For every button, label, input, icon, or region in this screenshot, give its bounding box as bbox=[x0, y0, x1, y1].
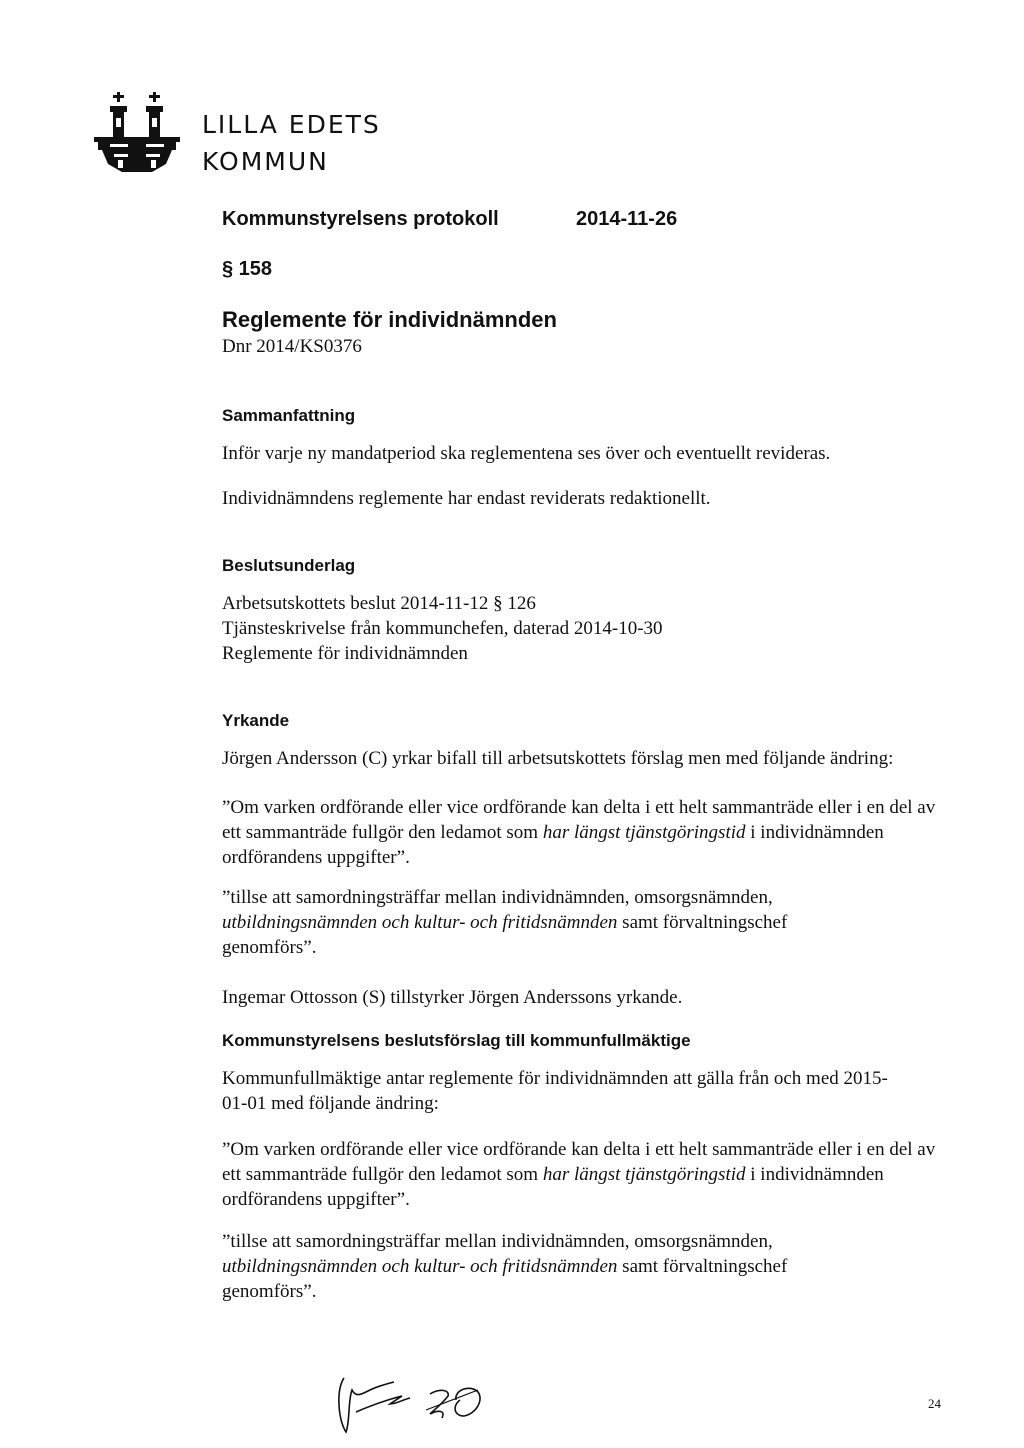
summary-line-2: Individnämndens reglemente har endast reviderats redaktionellt. bbox=[222, 488, 711, 509]
organization-name bbox=[202, 106, 381, 180]
decision-basis-item: Arbetsutskottets beslut 2014-11-12 § 126 bbox=[222, 593, 536, 614]
proposal-intro: Kommunfullmäktige antar reglemente för individnämnden att gälla från och med 2015-01-01 med följande ändring: bbox=[222, 1068, 888, 1114]
motion-quote-1 bbox=[222, 795, 952, 870]
quote-text: samt förvaltningschef genomförs”. bbox=[222, 912, 788, 958]
quote-text: ”tillse att samordningsträffar mellan individnämnden, omsorgsnämnden, bbox=[222, 1231, 773, 1252]
quote-text: samt förvaltningschef genomförs”. bbox=[222, 1256, 788, 1302]
section-heading-beslutsunderlag: Beslutsunderlag bbox=[222, 556, 356, 575]
organization-name-line1: LILLA EDETS bbox=[202, 110, 381, 139]
decision-basis-item: Reglemente för individnämnden bbox=[222, 643, 468, 664]
protocol-title: Kommunstyrelsens protokoll bbox=[222, 208, 499, 230]
motion-quote-2 bbox=[222, 885, 862, 960]
quote-text: ”tillse att samordningsträffar mellan individnämnden, omsorgsnämnden, bbox=[222, 887, 773, 908]
organization-name-line2: KOMMUN bbox=[202, 147, 329, 176]
quote-text: i individnämnden ordförandens uppgifter”. bbox=[222, 1164, 884, 1210]
quote-emphasis: utbildningsnämnden och kultur- och fritidsnämnden bbox=[222, 912, 618, 933]
summary-line-1: Inför varje ny mandatperiod ska reglementena ses över och eventuellt revideras. bbox=[222, 443, 831, 464]
municipal-coat-of-arms-icon bbox=[92, 92, 182, 176]
quote-emphasis: har längst tjänstgöringstid bbox=[542, 822, 746, 843]
section-heading-sammanfattning: Sammanfattning bbox=[222, 406, 356, 425]
quote-text: i individnämnden ordförandens uppgifter”. bbox=[222, 822, 884, 868]
quote-text: ”Om varken ordförande eller vice ordförande kan delta i ett helt sammanträde eller i en del av ett sammanträde fullgör den ledamot som bbox=[222, 1139, 936, 1185]
signature-initials bbox=[330, 1370, 520, 1440]
matter-title: Reglemente för individnämnden bbox=[222, 307, 557, 332]
decision-basis-list bbox=[222, 591, 1002, 666]
motion-intro: Jörgen Andersson (C) yrkar bifall till arbetsutskottets förslag men med följande ändring: bbox=[222, 748, 894, 769]
quote-emphasis: utbildningsnämnden och kultur- och fritidsnämnden bbox=[222, 1256, 618, 1277]
section-heading-yrkande: Yrkande bbox=[222, 711, 290, 730]
proposal-quote-1 bbox=[222, 1137, 952, 1212]
protocol-date: 2014-11-26 bbox=[576, 208, 678, 230]
paragraph-number: § 158 bbox=[222, 258, 273, 280]
motion-support: Ingemar Ottosson (S) tillstyrker Jörgen Anderssons yrkande. bbox=[222, 987, 683, 1008]
page-number: 24 bbox=[928, 1396, 941, 1411]
quote-text: ”Om varken ordförande eller vice ordförande kan delta i ett helt sammanträde eller i en del av ett sammanträde fullgör den ledamot som bbox=[222, 797, 936, 843]
decision-basis-item: Tjänsteskrivelse från kommunchefen, daterad 2014-10-30 bbox=[222, 618, 663, 639]
quote-emphasis: har längst tjänstgöringstid bbox=[542, 1164, 746, 1185]
diary-number: Dnr 2014/KS0376 bbox=[222, 336, 362, 357]
proposal-quote-2 bbox=[222, 1229, 862, 1304]
section-heading-beslutsforslag: Kommunstyrelsens beslutsförslag till kommunfullmäktige bbox=[222, 1031, 691, 1050]
